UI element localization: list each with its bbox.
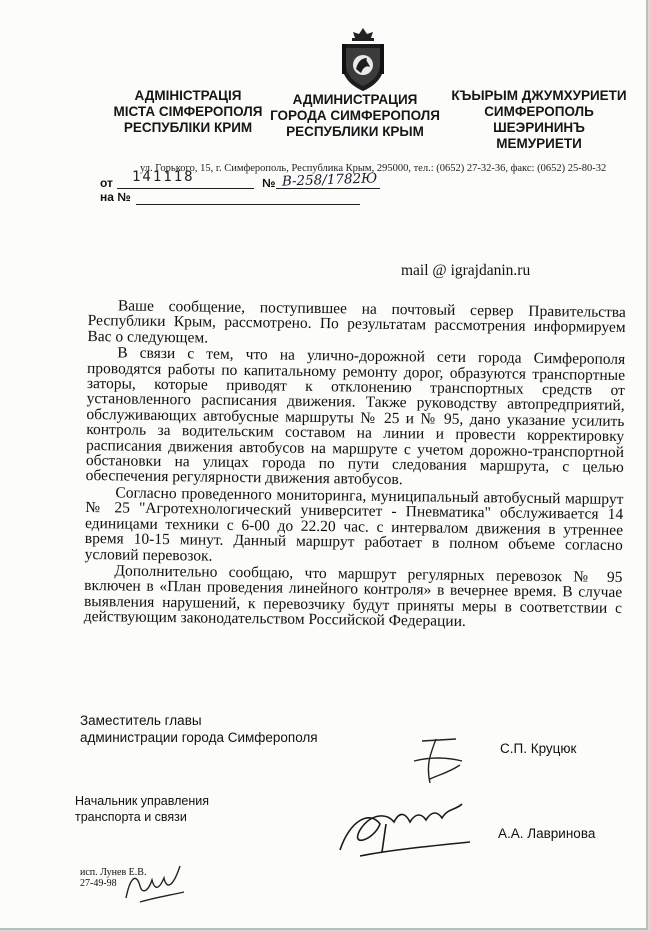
recipient-email: mail @ igrajdanin.ru bbox=[401, 262, 531, 279]
signatory-name-2: А.А. Лавринова bbox=[498, 826, 596, 841]
header-russian: АДМИНИСТРАЦИЯ ГОРОДА СИМФЕРОПОЛЯ РЕСПУБЛИКИ КРЫМ bbox=[270, 92, 440, 139]
number-label: № bbox=[262, 176, 276, 190]
signature-2-icon bbox=[330, 790, 490, 870]
date-line bbox=[117, 188, 254, 189]
header-crimean-tatar: КЪЫРЫМ ДЖУМХУРИЕТИ СИМФЕРОПОЛЬ ШЕЭРИНИНЪ МЕМУРИЕТИ bbox=[451, 88, 627, 151]
letter-body bbox=[84, 298, 626, 633]
body-paragraph: Согласно проведенного мониторинга, муниципальный автобусный маршрут № 25 "Агротехнологический университет - Пневматика" обслуживается 14 единицами техники с 6-00 до 22.20 час. с интервалом движения в утреннее время 10-15 минут. Данный маршрут работает в полном объеме согласно условий перевозок. bbox=[84, 484, 624, 565]
executor-info: исп. Лунев Е.В. 27-49-98 bbox=[80, 867, 147, 889]
letterhead-address: ул. Горького, 15, г. Симферополь, Республика Крым, 295000, тел.: (0652) 27-32-36, факс: (0652) 25-80-32 bbox=[140, 163, 607, 174]
registration-number: В-258/1782Ю bbox=[281, 170, 378, 190]
number-line bbox=[276, 188, 380, 189]
signatory-title-2: Начальник управления транспорта и связи bbox=[75, 794, 209, 824]
signatory-title-1: Заместитель главы администрации города Симферополя bbox=[80, 713, 318, 745]
signature-1-icon bbox=[400, 735, 490, 795]
outgoing-date: 141118 bbox=[132, 169, 195, 185]
body-paragraph: Дополнительно сообщаю, что маршрут регулярных перевозок № 95 включен в «План проведения линейного контроля» в вечернее время. В случае выявления нарушений, к перевозчику будут приняты меры в соответствии с действующим законодательством Российской Федерации. bbox=[83, 562, 623, 631]
reference-line bbox=[136, 204, 360, 205]
header-ukrainian: АДМІНІСТРАЦІЯ МІСТА СІМФЕРОПОЛЯ РЕСПУБЛІКИ КРИМ bbox=[113, 88, 263, 135]
crimea-coat-of-arms-icon bbox=[336, 28, 390, 92]
reference-label: на № bbox=[100, 190, 131, 204]
body-paragraph: В связи с тем, что на улично-дорожной сети города Симферополя проводятся работы по капитальному ремонту дорог, образуются транспортные заторы, которые приводят к отклонению транспортных средств от установленного расписания движения. Также руководству автопредприятий, обслуживающих автобусные маршруты № 25 и № 95, дано указание усилить контроль за водительским составом на линии и провести корректировку расписания движения автобусов на маршруте с учетом дорожно-транспортной обстановки на улицах города по пути следования маршрута, с целью обеспечения регулярности движения автобусов. bbox=[85, 344, 626, 489]
executor-signature-icon bbox=[120, 858, 190, 908]
from-label: от bbox=[100, 176, 113, 190]
signatory-name-1: С.П. Круцюк bbox=[500, 741, 577, 756]
body-paragraph: Ваше сообщение, поступившее на почтовый сервер Правительства Республики Крым, рассмотрено. По результатам рассмотрения информируем Вас о следующем. bbox=[87, 297, 626, 347]
